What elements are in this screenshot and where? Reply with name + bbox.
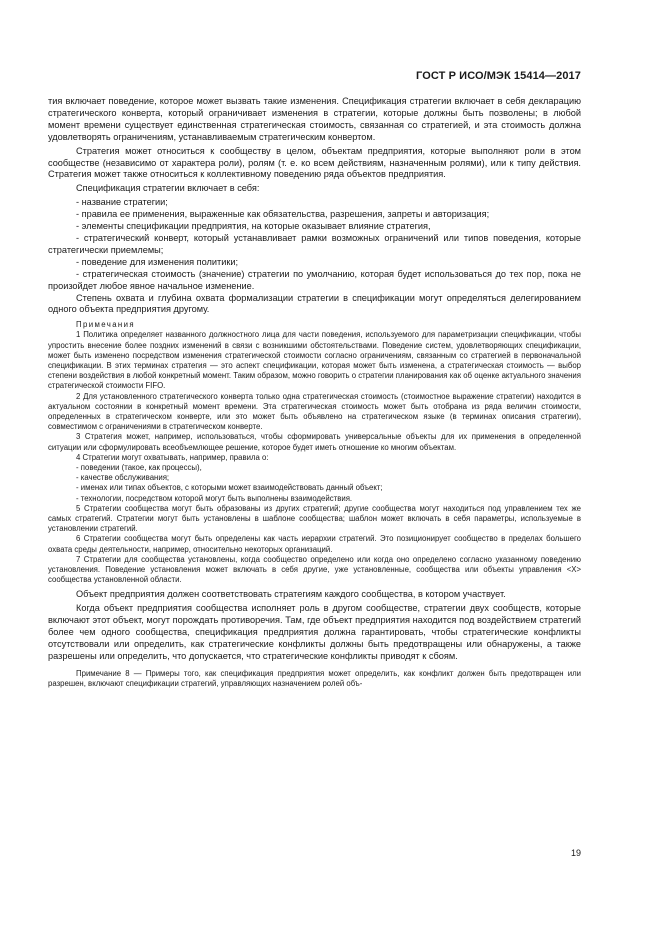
note-item: 2 Для установленного стратегического конверта только одна стратегическая стоимость (стоимостное выражение стратегии) находится в актуальном состоянии в конкретный момент времени. Эта стратегическая стоимость может быть отобрана из ряда величин стоимости, определенных в стратегическом конверте, или это может быть объявлено на стратегическом языке (в терминах описания стратегии), совместимом с ограничениями в стратегическом конверте. [48, 391, 581, 432]
note-item: - технологии, посредством которой могут быть выполнены взаимодействия. [76, 493, 353, 503]
page-number: 19 [570, 848, 581, 858]
final-note: Примечание 8 — Примеры того, как спецификация предприятия может определить, как конфликт должен быть предотвращен или разрешен, включают спецификации стратегий, управляющих назначением ролей объ- [48, 668, 581, 689]
notes-block [48, 330, 581, 585]
list-item: - поведение для изменения политики; [76, 256, 239, 267]
list-item: - элементы спецификации предприятия, на которые оказывает влияние стратегия, [76, 221, 431, 232]
paragraph-6: Когда объект предприятия сообщества исполняет роль в другом сообществе, стратегии двух сообществ, которые включают этот объект, могут порождать противоречия. Там, где объект предприятия находится под воздействием стратегий более чем одного сообщества, спецификация предприятия должна гарантировать, чтобы стратегические конфликты отсутствовали или определить, как стратегические конфликты должны быть предотвращены или обнаружены, а также разрешены или определить, что допускается, что стратегические конфликты приводят к сбоям. [48, 603, 581, 661]
note-item: 6 Стратегии сообщества могут быть определены как часть иерархии стратегий. Это позиционирует сообщество в пределах большего охвата среды деятельности, например, относительно некоторых организаций. [48, 534, 581, 554]
paragraph-2: Стратегия может относиться к сообществу в целом, объектам предприятия, которые выполняют роли в этом сообществе (независимо от характера роли), ролям (т. е. ко всем действиям, назначенным ролями), или к типу действия. Стратегия может также относиться к коллективному поведению ряда объектов предприятия. [48, 145, 581, 180]
standard-header: ГОСТ Р ИСО/МЭК 15414—2017 [416, 70, 581, 82]
note-item: - поведении (такое, как процессы), [76, 462, 202, 472]
paragraph-1: тия включает поведение, которое может вызвать такие изменения. Спецификация стратегии включает в себя декларацию стратегического конверта, который ограничивает изменения в стратегии, которые должны быть позволены; в любой момент времени существует единственная стратегическая стоимость, связанная со стратегией, и эта стоимость должна удовлетворять ограничениям, устанавливаемым стратегическим конвертом. [48, 96, 581, 142]
list-item: - стратегическая стоимость (значение) стратегии по умолчанию, которая будет использоваться до тех пор, пока не произойдет любое явное начальное изменение. [48, 268, 581, 291]
note-item: 7 Стратегии для сообщества установлены, когда сообщество определено или когда оно определено согласно указанному поведению установления. Поведение установления может включать в себя другие, уже установленные, сообщества или объекты управления <X> сообщества установленной области. [48, 554, 581, 585]
document-body [48, 96, 581, 689]
note-item: 1 Политика определяет названного должностного лица для части поведения, используемого для параметризации спецификации, чтобы упростить внесение более поздних изменений в связи с возникшими обстоятельствами. Поведение систем, удовлетворяющих спецификации, может быть изменено посредством изменения стратегической стоимости согласно ограничениям, связанным со стратегией в первоначальной спецификации. В этих терминах стратегия — это аспект спецификации, которая может быть изменена, а стратегическая стоимость — выбор степени воздействия в любой конкретный момент. Таким образом, можно говорить о стратегии планирования как об оценке актуального значения стратегической стоимости FIFO. [48, 330, 581, 391]
list-item: - стратегический конверт, который устанавливает рамки возможных ограничений или типов поведения, которые стратегически приемлемы; [48, 232, 581, 255]
paragraph-5: Объект предприятия должен соответствовать стратегиям каждого сообщества, в котором участвует. [76, 589, 506, 600]
strategy-spec-list [48, 197, 581, 292]
note-item: - именах или типах объектов, с которыми может взаимодействовать данный объект; [76, 483, 383, 493]
paragraph-4: Степень охвата и глубина охвата формализации стратегии в спецификации могут определяться делегированием одного объекта предприятия другому. [48, 292, 581, 315]
paragraph-3: Спецификация стратегии включает в себя: [76, 183, 260, 194]
list-item: - правила ее применения, выраженные как обязательства, разрешения, запреты и авторизация; [76, 209, 490, 220]
list-item: - название стратегии; [76, 197, 168, 208]
note-item: 5 Стратегии сообщества могут быть образованы из других стратегий; другие сообщества могут находиться под управлением тех же самых стратегий. Стратегии могут быть установлены в шаблоне сообщества; шаблон может включать в себя параметры, используемые в установлении стратегий. [48, 503, 581, 534]
note-item: 3 Стратегия может, например, использоваться, чтобы сформировать универсальные объекты для их применения в определенной ситуации или сформулировать всеобъемлющее решение, которое будет иметь отношение ко многим объектам. [48, 432, 581, 452]
note-item: - качестве обслуживания; [76, 473, 170, 483]
note-item: 4 Стратегии могут охватывать, например, правила о: [76, 452, 269, 462]
notes-heading: Примечания [76, 320, 136, 330]
